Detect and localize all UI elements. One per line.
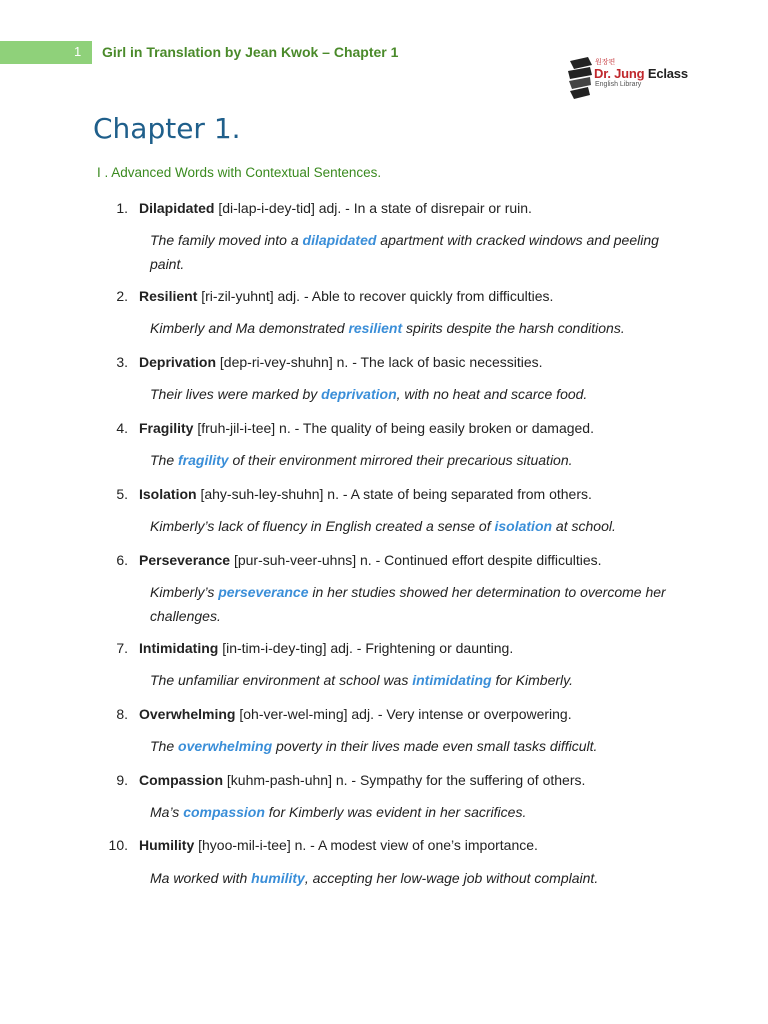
- page-number: 1: [74, 44, 82, 59]
- entry-example-sentence: [150, 228, 680, 276]
- example-text-after: spirits despite the harsh conditions.: [402, 320, 625, 336]
- entry-pronunciation-definition: [pur-suh-veer-uhns] n. - Continued effort despite difficulties.: [230, 552, 602, 568]
- logo-brand: Dr. Jung Eclass: [594, 66, 688, 81]
- entry-pronunciation-definition: [di-lap-i-dey-tid] adj. - In a state of disrepair or ruin.: [214, 200, 532, 216]
- entry-example-sentence: [150, 382, 680, 406]
- example-text-before: The: [150, 738, 179, 754]
- example-text-before: Ma’s: [150, 804, 184, 820]
- example-text-before: Ma worked with: [150, 870, 252, 886]
- entry-example-sentence: [150, 580, 680, 628]
- logo-subtitle: English Library: [595, 81, 642, 88]
- entry-definition: [139, 354, 543, 370]
- example-text-before: Kimberly’s: [150, 584, 219, 600]
- entry-definition: [139, 486, 592, 502]
- example-highlighted-word: humility: [251, 870, 305, 886]
- entry-number: 9.: [116, 772, 128, 788]
- entry-pronunciation-definition: [ahy-suh-ley-shuhn] n. - A state of being separated from others.: [196, 486, 592, 502]
- entry-example-sentence: [150, 514, 680, 538]
- entry-example-sentence: [150, 668, 680, 692]
- entry-number: 10.: [108, 837, 128, 853]
- entry-number: 5.: [116, 486, 128, 502]
- entry-number: 1.: [116, 200, 128, 216]
- entry-word: Overwhelming: [139, 706, 236, 722]
- entry-word: Deprivation: [139, 354, 217, 370]
- entry-word: Dilapidated: [139, 200, 215, 216]
- example-highlighted-word: intimidating: [412, 672, 492, 688]
- entry-pronunciation-definition: [hyoo-mil-i-tee] n. - A modest view of one’s importance.: [194, 837, 538, 853]
- example-text-before: Kimberly and Ma demonstrated: [150, 320, 349, 336]
- entry-example-sentence: [150, 316, 680, 340]
- entry-example-sentence: [150, 448, 680, 472]
- example-highlighted-word: deprivation: [321, 386, 397, 402]
- entry-number: 3.: [116, 354, 128, 370]
- example-text-before: The: [150, 452, 179, 468]
- example-highlighted-word: isolation: [494, 518, 553, 534]
- entry-definition: [139, 552, 602, 568]
- entry-word: Isolation: [139, 486, 197, 502]
- example-highlighted-word: overwhelming: [178, 738, 273, 754]
- entry-word: Fragility: [139, 420, 194, 436]
- entry-pronunciation-definition: [oh-ver-wel-ming] adj. - Very intense or overpowering.: [235, 706, 572, 722]
- entry-number: 4.: [116, 420, 128, 436]
- entry-definition: [139, 640, 513, 656]
- logo-korean-text: 원장편: [595, 59, 616, 66]
- entry-pronunciation-definition: [fruh-jil-i-tee] n. - The quality of being easily broken or damaged.: [193, 420, 594, 436]
- example-text-before: The family moved into a: [150, 232, 303, 248]
- entry-number: 6.: [116, 552, 128, 568]
- example-text-after: poverty in their lives made even small tasks difficult.: [272, 738, 598, 754]
- example-text-before: The unfamiliar environment at school was: [150, 672, 413, 688]
- running-header-title: Girl in Translation by Jean Kwok – Chapter 1: [102, 44, 399, 60]
- example-text-after: , accepting her low-wage job without complaint.: [304, 870, 599, 886]
- example-highlighted-word: dilapidated: [302, 232, 377, 248]
- entry-definition: [139, 706, 572, 722]
- entry-example-sentence: [150, 734, 680, 758]
- section-heading: I . Advanced Words with Contextual Sentences.: [97, 165, 382, 180]
- example-text-after: , with no heat and scarce food.: [396, 386, 588, 402]
- entry-pronunciation-definition: [kuhm-pash-uhn] n. - Sympathy for the suffering of others.: [223, 772, 586, 788]
- entry-example-sentence: [150, 866, 680, 890]
- entry-word: Perseverance: [139, 552, 231, 568]
- entry-word: Resilient: [139, 288, 198, 304]
- example-text-after: at school.: [552, 518, 616, 534]
- entry-definition: [139, 772, 585, 788]
- example-text-after: for Kimberly was evident in her sacrifices.: [264, 804, 527, 820]
- example-text-after: of their environment mirrored their precarious situation.: [228, 452, 573, 468]
- entry-definition: [139, 200, 532, 216]
- example-text-after: apartment with cracked windows and peeling paint.: [150, 232, 659, 272]
- example-text-before: Their lives were marked by: [150, 386, 322, 402]
- entry-definition: [139, 420, 594, 436]
- entry-number: 7.: [116, 640, 128, 656]
- entry-pronunciation-definition: [dep-ri-vey-shuhn] n. - The lack of basic necessities.: [216, 354, 543, 370]
- example-text-after: in her studies showed her determination to overcome her challenges.: [150, 584, 666, 624]
- entry-example-sentence: [150, 800, 680, 824]
- entry-word: Intimidating: [139, 640, 219, 656]
- example-highlighted-word: perseverance: [218, 584, 309, 600]
- entry-number: 8.: [116, 706, 128, 722]
- entry-definition: [139, 837, 538, 853]
- example-highlighted-word: fragility: [178, 452, 229, 468]
- entry-word: Compassion: [139, 772, 224, 788]
- example-highlighted-word: compassion: [183, 804, 265, 820]
- example-text-before: Kimberly’s lack of fluency in English created a sense of: [150, 518, 495, 534]
- chapter-title: Chapter 1.: [93, 112, 241, 145]
- entry-pronunciation-definition: [in-tim-i-dey-ting] adj. - Frightening or daunting.: [218, 640, 514, 656]
- entry-definition: [139, 288, 553, 304]
- entry-word: Humility: [139, 837, 195, 853]
- example-highlighted-word: resilient: [348, 320, 403, 336]
- example-text-after: for Kimberly.: [491, 672, 573, 688]
- entry-pronunciation-definition: [ri-zil-yuhnt] adj. - Able to recover quickly from difficulties.: [197, 288, 554, 304]
- entry-number: 2.: [116, 288, 128, 304]
